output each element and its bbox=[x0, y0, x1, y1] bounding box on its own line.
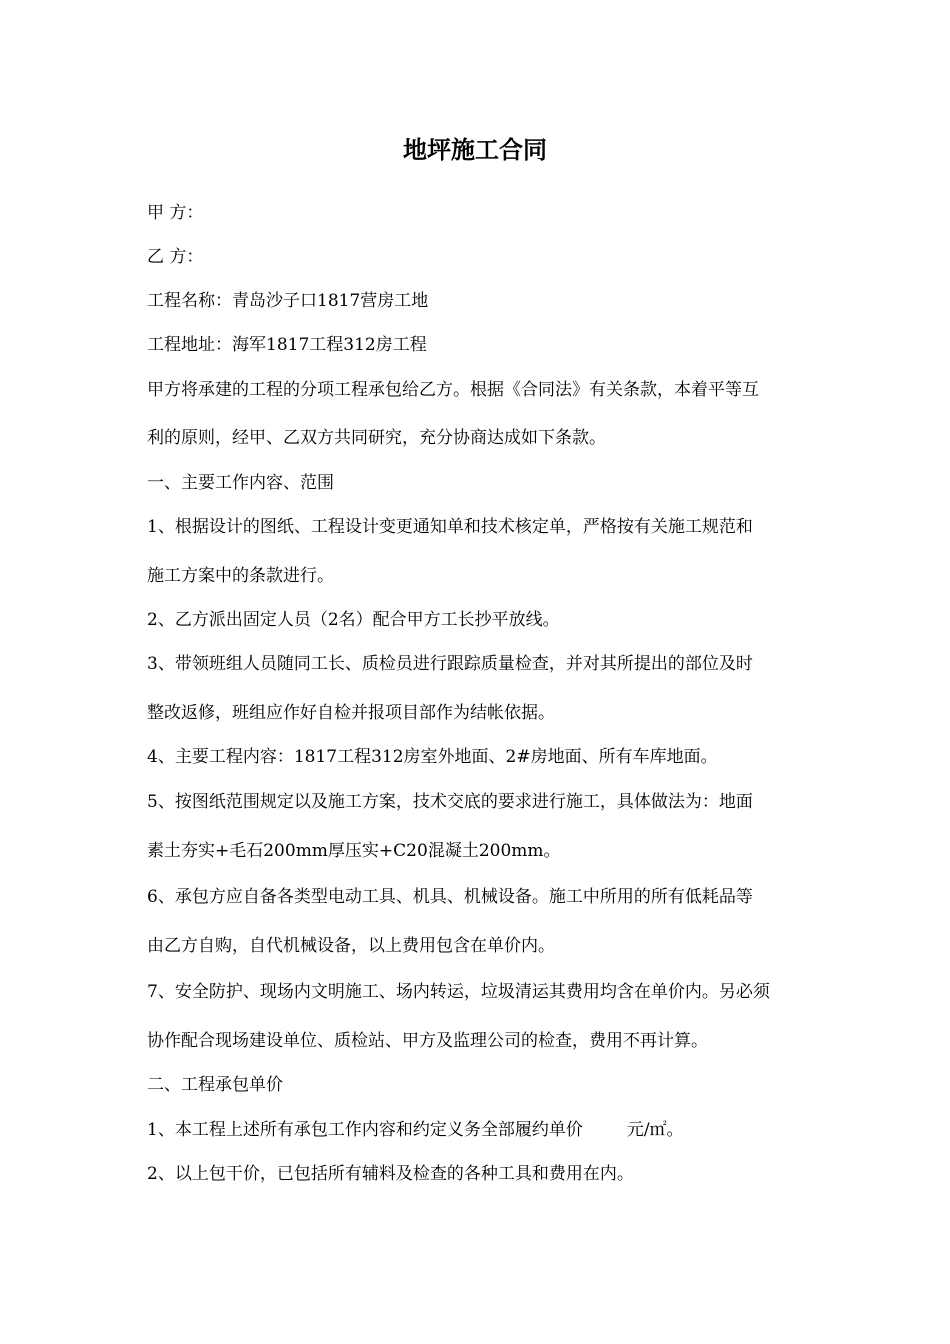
section1-item3-line-1: 3、带领班组人员随同工长、质检员进行跟踪质量检查，并对其所提出的部位及时 bbox=[147, 654, 753, 674]
section1-item6-line-1: 6、承包方应自备各类型电动工具、机具、机械设备。施工中所用的所有低耗品等 bbox=[147, 887, 753, 907]
section1-item5-line-2: 素土夯实+毛石200mm厚压实+C20混凝土200mm。 bbox=[147, 841, 561, 861]
section1-item3-line-2: 整改返修，班组应作好自检并报项目部作为结帐依据。 bbox=[147, 703, 555, 723]
section2-item1-unit: 元/㎡。 bbox=[626, 1120, 684, 1140]
section1-item1-line-2: 施工方案中的条款进行。 bbox=[147, 566, 334, 586]
section1-item5-line-1: 5、按图纸范围规定以及施工方案，技术交底的要求进行施工，具体做法为：地面 bbox=[147, 792, 753, 812]
project-address-line: 工程地址：海军1817工程312房工程 bbox=[147, 335, 427, 355]
section2-item2: 2、以上包干价，已包括所有辅料及检查的各种工具和费用在内。 bbox=[147, 1164, 634, 1184]
section1-item4: 4、主要工程内容：1817工程312房室外地面、2#房地面、所有车库地面。 bbox=[147, 747, 718, 767]
section2-item1-text: 1、本工程上述所有承包工作内容和约定义务全部履约单价 bbox=[147, 1120, 583, 1140]
section1-item6-line-2: 由乙方自购，自代机械设备，以上费用包含在单价内。 bbox=[147, 936, 555, 956]
party-a-line: 甲 方： bbox=[147, 203, 204, 223]
project-name-line: 工程名称：青岛沙子口1817营房工地 bbox=[147, 291, 429, 311]
section1-heading: 一、主要工作内容、范围 bbox=[147, 473, 334, 493]
section1-item2: 2、乙方派出固定人员（2名）配合甲方工长抄平放线。 bbox=[147, 610, 560, 630]
section1-item7-line-2: 协作配合现场建设单位、质检站、甲方及监理公司的检查，费用不再计算。 bbox=[147, 1031, 708, 1051]
section1-item7-line-1: 7、安全防护、现场内文明施工、场内转运，垃圾清运其费用均含在单价内。另必须 bbox=[147, 982, 770, 1002]
intro-line-1: 甲方将承建的工程的分项工程承包给乙方。根据《合同法》有关条款，本着平等互 bbox=[147, 380, 759, 400]
section2-heading: 二、工程承包单价 bbox=[147, 1075, 283, 1095]
party-b-line: 乙 方： bbox=[147, 247, 204, 267]
section1-item1-line-1: 1、根据设计的图纸、工程设计变更通知单和技术核定单，严格按有关施工规范和 bbox=[147, 517, 753, 537]
intro-line-2: 利的原则，经甲、乙双方共同研究，充分协商达成如下条款。 bbox=[147, 428, 606, 448]
section2-item1 bbox=[147, 1117, 812, 1143]
document-title: 地坪施工合同 bbox=[403, 135, 547, 164]
